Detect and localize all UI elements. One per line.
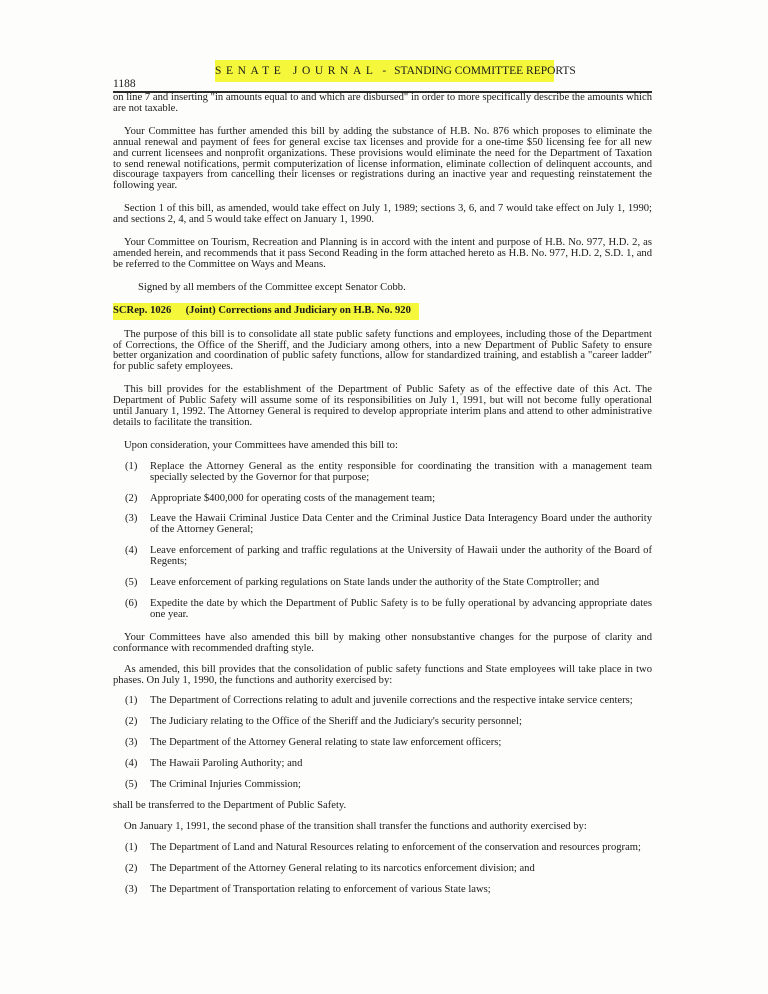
paragraph-purpose: The purpose of this bill is to consolidate all state public safety functions and employees, including those of the Department of Corrections, the Office of the Sheriff, and the Judiciary among others, into a new Department of Public Safety to ensure better organization and coordination of public safety functions, allow for standardized training, and establish a "career ladder" for public safety employees. (113, 328, 652, 373)
list-item: (2) The Department of the Attorney General relating to its narcotics enforcement division; and (125, 862, 535, 874)
journal-title: SENATE JOURNAL (215, 65, 378, 77)
report-title: (Joint) Corrections and Judiciary on H.B. No. 920 (185, 304, 411, 316)
list-item: (3) The Department of Transportation relating to enforcement of various State laws; (125, 883, 491, 895)
list-item: (1) Replace the Attorney General as the entity responsible for coordinating the transition with a management team specially selected by the Governor for that purpose; (125, 460, 652, 483)
page-body (113, 93, 652, 896)
list-item: (5) Leave enforcement of parking regulations on State lands under the authority of the State Comptroller; and (125, 577, 600, 589)
running-head-highlight (215, 60, 576, 82)
paragraph-phase2-intro: On January 1, 1991, the second phase of the transition shall transfer the functions and authority exercised by: (124, 820, 587, 832)
list-item: (1) The Department of Corrections relating to adult and juvenile corrections and the respective intake service centers; (125, 695, 633, 707)
list-item: (2) Appropriate $400,000 for operating costs of the management team; (125, 492, 436, 504)
list-item: (6) Expedite the date by which the Department of Public Safety is to be fully operational by advancing appropriate dates one year. (125, 598, 652, 620)
list-item: (3) Leave the Hawaii Criminal Justice Data Center and the Criminal Justice Data Interagency Board under the authority of the Attorney General; (125, 513, 652, 536)
report-heading (113, 303, 419, 320)
phase1-list (113, 696, 652, 791)
signed-line: Signed by all members of the Committee except Senator Cobb. (138, 281, 406, 293)
list-item: (2) The Judiciary relating to the Office of the Sheriff and the Judiciary's security personnel; (125, 716, 522, 728)
list-item: (3) The Department of the Attorney General relating to state law enforcement officers; (125, 737, 502, 749)
list-item: (5) The Criminal Injuries Commission; (125, 779, 301, 791)
header-separator: - (382, 65, 387, 77)
page-number: 1188 (113, 78, 136, 90)
phase1-tail: shall be transferred to the Department of Public Safety. (113, 799, 347, 811)
section-title: STANDING COMMITTEE REPORTS (394, 65, 576, 77)
list-item: (4) The Hawaii Paroling Authority; and (125, 758, 303, 770)
list-item: (4) Leave enforcement of parking and traffic regulations at the University of Hawaii under the authority of the Board of Regents; (125, 545, 652, 568)
amendments-list (113, 462, 652, 621)
paragraph-effective-dates: Section 1 of this bill, as amended, would take effect on July 1, 1989; sections 3, 6, and 7 would take effect on July 1, 1990; and sections 2, 4, and 5 would take effect on January 1, 1990. (113, 203, 652, 226)
report-number: SCRep. 1026 (113, 304, 172, 316)
phase2-list (113, 843, 652, 896)
paragraph-hb876: Your Committee has further amended this bill by adding the substance of H.B. No. 876 which proposes to eliminate the annual renewal and payment of fees for general excise tax licenses and provide for a one-time $50 licensing fee for all new and current licensees and nonprofit organizations. These provisions would eliminate the need for the Department of Taxation to send renewal notifications, permit computerization of license information, eliminate collection of delinquent accounts, and discourage taxpayers from cancelling their licenses or registrations during an inactive year and requesting reinstatement the following year. (113, 125, 652, 192)
paragraph-nonsubstantive: Your Committees have also amended this bill by making other nonsubstantive changes for the purpose of clarity and conformance with recommended drafting style. (113, 631, 652, 654)
paragraph-amend-intro: Upon consideration, your Committees have amended this bill to: (124, 439, 398, 451)
paragraph-provides: This bill provides for the establishment of the Department of Public Safety as of the effective date of this Act. The Department of Public Safety will assume some of its responsibilities on July 1, 1991, but will not become fully operational until January 1, 1992. The Attorney General is required to develop appropriate interim plans and attend to other administrative details to facilitate the transition. (113, 384, 652, 428)
paragraph-recommendation: Your Committee on Tourism, Recreation and Planning is in accord with the intent and purpose of H.B. No. 977, H.D. 2, as amended herein, and recommends that it pass Second Reading in the form attached hereto as H.B. No. 977, H.D. 2, S.D. 1, and be referred to the Committee on Ways and Means. (113, 237, 652, 270)
continuation-paragraph: on line 7 and inserting "in amounts equal to and which are disbursed" in order to more specifically describe the amounts which are not taxable. (113, 92, 652, 114)
list-item: (1) The Department of Land and Natural Resources relating to enforcement of the conservation and resources program; (125, 841, 641, 853)
paragraph-phase1-intro: As amended, this bill provides that the consolidation of public safety functions and State employees will take place in two phases. On July 1, 1990, the functions and authority exercised by: (113, 663, 652, 686)
